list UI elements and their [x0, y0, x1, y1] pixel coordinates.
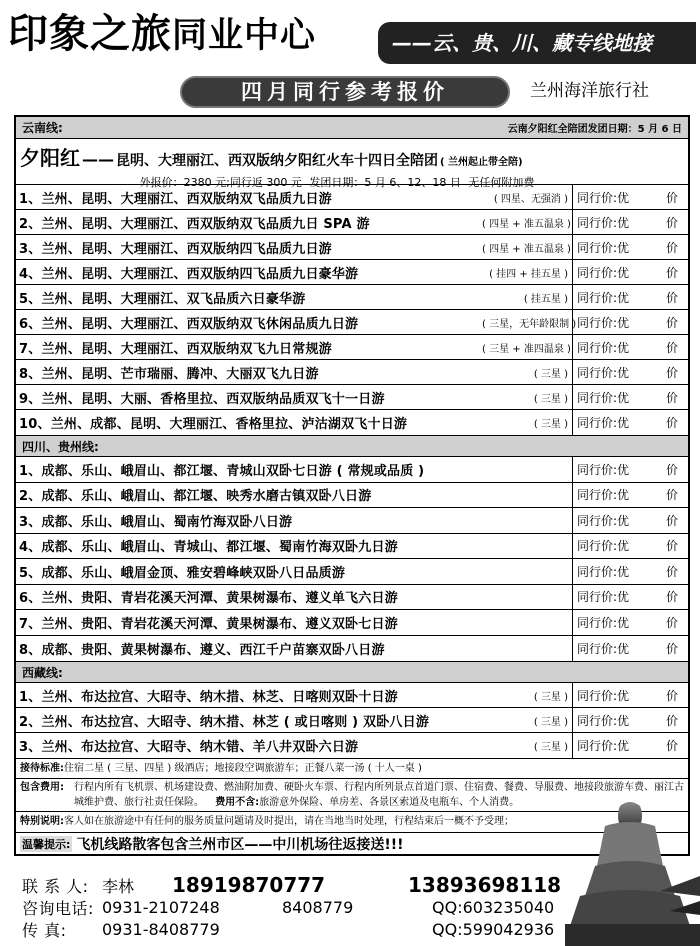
- peer-price-suffix: 价: [665, 739, 678, 753]
- peer-price-label: 同行价:: [577, 564, 618, 579]
- contact-phone-row: [22, 896, 582, 918]
- hotel-grade: ( 四星、无强消 ): [493, 193, 568, 205]
- peer-price-label: 同行价:: [577, 240, 618, 255]
- route-name: 3、兰州、昆明、大理丽江、西双版纳四飞品质九日游: [19, 241, 332, 257]
- peer-price-suffix: 价: [665, 265, 678, 280]
- section-label: 西藏线:: [22, 665, 63, 680]
- route-row: [16, 310, 688, 335]
- brand-title-sub: 同业中心: [172, 16, 317, 56]
- featured-tour: [16, 139, 688, 189]
- route-row: [16, 708, 688, 733]
- hotel-grade: ( 三星 ): [533, 742, 568, 753]
- tip-text: 飞机线路散客包含兰州市区——中川机场往返接送!!!: [76, 836, 404, 853]
- peer-price-value: 优: [617, 416, 630, 430]
- peer-price-label: 同行价:: [577, 688, 618, 703]
- standard-label: 接待标准:: [20, 763, 64, 774]
- brand-title-main: 印象之旅: [8, 11, 172, 57]
- contact-block: [22, 874, 582, 940]
- section-header-sichuan: [16, 435, 688, 457]
- contact-fax-row: [22, 918, 582, 940]
- route-name: 8、成都、贵阳、黄果树瀑布、遵义、西江千户苗寨双卧八日游: [19, 642, 385, 658]
- peer-price-suffix: 价: [665, 290, 678, 305]
- standard-text: 住宿二星 ( 三星、四星 ) 级酒店；地接段空调旅游车；正餐八菜一汤 ( 十人一桌 ): [64, 763, 422, 774]
- route-row: [16, 210, 688, 235]
- peer-price-cell: [572, 310, 688, 334]
- peer-price-cell: [572, 534, 688, 559]
- hotel-grade: ( 挂四 + 挂五星 ): [489, 268, 568, 280]
- section-label: 云南线:: [22, 121, 63, 135]
- route-row: [16, 585, 688, 611]
- tip-label: 温馨提示:: [22, 837, 71, 851]
- peer-price-cell: [572, 585, 688, 610]
- route-name: 2、成都、乐山、峨眉山、都江堰、映秀水磨古镇双卧八日游: [19, 489, 372, 505]
- route-row: [16, 185, 688, 210]
- route-name: 1、成都、乐山、峨眉山、都江堰、青城山双卧七日游 ( 常规或品质 ): [19, 463, 425, 479]
- peer-price-cell: [572, 457, 688, 482]
- peer-price-label: 同行价:: [577, 539, 618, 554]
- featured-tour-name: 夕阳红: [20, 146, 80, 170]
- peer-price-suffix: 价: [665, 513, 678, 528]
- hotel-grade: ( 三星 ): [533, 393, 568, 405]
- route-row: [16, 683, 688, 708]
- peer-price-cell: [572, 708, 688, 732]
- price-table: [14, 115, 690, 856]
- peer-price-value: 优: [617, 190, 630, 205]
- route-name: 4、成都、乐山、峨眉山、青城山、都江堰、蜀南竹海双卧九日游: [19, 540, 398, 556]
- buddha-statue-illustration: [560, 796, 700, 946]
- route-row: [16, 636, 688, 662]
- peer-price-label: 同行价:: [577, 641, 618, 656]
- peer-price-cell: [572, 559, 688, 584]
- peer-price-label: 同行价:: [577, 265, 618, 280]
- fax-number[interactable]: 0931-8408779: [102, 919, 220, 939]
- route-name: 1、兰州、昆明、大理丽江、西双版纳双飞品质九日游: [19, 191, 332, 207]
- peer-price-suffix: 价: [665, 488, 678, 503]
- peer-price-suffix: 价: [665, 215, 678, 230]
- route-name: 2、兰州、布达拉宫、大昭寺、纳木措、林芝 ( 或日喀则 ) 双卧八日游: [19, 714, 430, 730]
- peer-price-cell: [572, 335, 688, 359]
- peer-price-suffix: 价: [665, 641, 678, 656]
- peer-price-value: 优: [617, 290, 630, 305]
- route-name: 8、兰州、昆明、芒市瑞丽、腾冲、大丽双飞九日游: [19, 366, 319, 382]
- peer-price-suffix: 价: [665, 240, 678, 255]
- featured-dates: 发团日期：5 月 6、12、18 日: [309, 176, 461, 189]
- peer-price-value: 优: [617, 615, 630, 630]
- peer-price-cell: [572, 483, 688, 508]
- phone-number-2[interactable]: 8408779: [282, 897, 354, 917]
- route-row: [16, 534, 688, 560]
- route-name: 3、兰州、布达拉宫、大昭寺、纳木错、羊八井双卧六日游: [19, 740, 359, 755]
- service-standard: [16, 758, 688, 778]
- price-list-subtitle: 四月同行参考报价: [180, 76, 510, 108]
- peer-price-suffix: 价: [665, 462, 678, 477]
- peer-price-suffix: 价: [665, 340, 678, 355]
- peer-price-suffix: 价: [665, 564, 678, 579]
- sichuan-route-list: [16, 457, 688, 661]
- route-name: 6、兰州、贵阳、青岩花溪天河潭、黄果树瀑布、遵义单飞六日游: [19, 591, 398, 607]
- peer-price-cell: [572, 636, 688, 662]
- hotel-grade: ( 三星 ): [533, 716, 568, 728]
- route-row: [16, 260, 688, 285]
- mobile-number-1[interactable]: 18919870777: [172, 873, 326, 897]
- hotel-grade: ( 挂五星 ): [523, 293, 568, 305]
- peer-price-cell: [572, 733, 688, 758]
- peer-price-label: 同行价:: [577, 390, 618, 405]
- peer-price-value: 优: [617, 488, 630, 503]
- peer-price-cell: [572, 235, 688, 259]
- phone-number-1[interactable]: 0931-2107248: [102, 897, 220, 917]
- departure-note: 云南夕阳红全陪团发团日期：5 月 6 日: [507, 124, 682, 135]
- featured-dash: ——: [82, 150, 114, 169]
- peer-price-suffix: 价: [665, 365, 678, 380]
- peer-price-cell: [572, 260, 688, 284]
- qq-number-2[interactable]: QQ:599042936: [432, 919, 555, 939]
- peer-price-label: 同行价:: [577, 713, 618, 728]
- route-name: 7、兰州、昆明、大理丽江、西双版纳双飞九日常规游: [19, 341, 332, 357]
- route-name: 1、兰州、布达拉宫、大昭寺、纳木措、林芝、日喀则双卧十日游: [19, 689, 398, 705]
- include-label: 包含费用:: [20, 782, 64, 793]
- peer-price-cell: [572, 683, 688, 707]
- peer-price-value: 优: [617, 688, 630, 703]
- peer-price-label: 同行价:: [577, 416, 618, 430]
- route-row: [16, 483, 688, 509]
- peer-price-cell: [572, 285, 688, 309]
- peer-price-value: 优: [617, 564, 630, 579]
- route-name: 5、成都、乐山、峨眉金顶、雅安碧峰峡双卧八日品质游: [19, 565, 346, 581]
- route-name: 2、兰州、昆明、大理丽江、西双版纳双飞品质九日 SPA 游: [19, 216, 370, 232]
- phone-label: 咨询电话:: [22, 898, 94, 918]
- route-name: 7、兰州、贵阳、青岩花溪天河潭、黄果树瀑布、遵义双卧七日游: [19, 616, 398, 632]
- peer-price-label: 同行价:: [577, 290, 618, 305]
- route-row: [16, 610, 688, 636]
- tibet-route-list: [16, 683, 688, 758]
- peer-price-label: 同行价:: [577, 365, 618, 380]
- peer-price-label: 同行价:: [577, 215, 618, 230]
- peer-price-value: 优: [617, 365, 630, 380]
- hotel-grade: ( 三星 ): [533, 368, 568, 380]
- section-header-tibet: [16, 661, 688, 683]
- peer-price-value: 优: [617, 240, 630, 255]
- peer-price-suffix: 价: [665, 190, 678, 205]
- peer-price-cell: [572, 385, 688, 409]
- contact-person-label: 联 系 人:: [22, 876, 89, 896]
- peer-price-value: 优: [617, 641, 630, 656]
- peer-price-cell: [572, 185, 688, 209]
- peer-price-cell: [572, 508, 688, 533]
- special-text: 客人如在旅游途中有任何的服务质量问题请及时提出，请在当地当时处理，行程结束后一概不予受理；: [64, 816, 514, 827]
- route-name: 5、兰州、昆明、大理丽江、双飞品质六日豪华游: [19, 291, 306, 307]
- peer-price-value: 优: [617, 513, 630, 528]
- peer-price-cell: [572, 210, 688, 234]
- brand-title: [8, 10, 316, 60]
- peer-price-suffix: 价: [665, 713, 678, 728]
- featured-tax: 无任何附加费: [468, 176, 535, 189]
- route-name: 9、兰州、昆明、大丽、香格里拉、西双版纳品质双飞十一日游: [19, 391, 385, 407]
- peer-price-suffix: 价: [665, 416, 678, 430]
- peer-price-label: 同行价:: [577, 462, 618, 477]
- hotel-grade: ( 四星 + 准五温泉 ): [482, 218, 571, 230]
- fax-label: 传 真:: [22, 920, 67, 940]
- featured-tour-route: 昆明、大理丽江、西双版纳夕阳红火车十四日全陪团: [116, 153, 438, 169]
- route-row: [16, 559, 688, 585]
- peer-price-value: 优: [617, 713, 630, 728]
- peer-price-label: 同行价:: [577, 340, 618, 355]
- route-row: [16, 457, 688, 483]
- route-row: [16, 235, 688, 260]
- include-text: 行程内所有飞机票、机场建设费、燃油附加费、硬卧火车票、行程内所列景点首道门票、住宿费、餐费、导服费、地接段旅游车费、丽江古城维护费、旅行社责任保险。: [74, 782, 684, 808]
- peer-price-suffix: 价: [665, 539, 678, 554]
- yunnan-route-list: [16, 185, 688, 435]
- peer-price-cell: [572, 410, 688, 435]
- peer-price-value: 优: [617, 590, 630, 605]
- peer-price-value: 优: [617, 340, 630, 355]
- peer-price-value: 优: [617, 265, 630, 280]
- peer-price-value: 优: [617, 215, 630, 230]
- peer-price-cell: [572, 610, 688, 635]
- hotel-grade: ( 三星 + 准四温泉 ): [482, 343, 571, 355]
- route-row: [16, 385, 688, 410]
- peer-price-label: 同行价:: [577, 488, 618, 503]
- route-row: [16, 733, 688, 758]
- peer-price-value: 优: [617, 539, 630, 554]
- mobile-number-2[interactable]: 13893698118: [408, 873, 562, 897]
- peer-price-value: 优: [617, 739, 630, 753]
- route-row: [16, 360, 688, 385]
- exclude-text: 旅游意外保险、单房差、各景区索道及电瓶车、个人消费。: [259, 797, 520, 808]
- peer-price-label: 同行价:: [577, 739, 618, 753]
- peer-price-label: 同行价:: [577, 190, 618, 205]
- hotel-grade: ( 三星，无年龄限制 ): [482, 318, 577, 330]
- route-name: 4、兰州、昆明、大理丽江、西双版纳四飞品质九日豪华游: [19, 266, 359, 282]
- contact-person-name: 李林: [102, 876, 135, 896]
- peer-price-suffix: 价: [665, 615, 678, 630]
- peer-price-label: 同行价:: [577, 590, 618, 605]
- section-header-yunnan: [16, 117, 688, 139]
- section-label: 四川、贵州线:: [22, 439, 99, 454]
- featured-tour-note: ( 兰州起止带全陪): [440, 157, 523, 168]
- exclude-label: 费用不含:: [215, 797, 260, 808]
- hotel-grade: ( 三星 ): [533, 419, 568, 430]
- route-row: [16, 335, 688, 360]
- qq-number-1[interactable]: QQ:603235040: [432, 897, 555, 917]
- peer-price-suffix: 价: [665, 390, 678, 405]
- peer-price-label: 同行价:: [577, 615, 618, 630]
- peer-price-suffix: 价: [665, 315, 678, 330]
- hotel-grade: ( 四星 + 准五温泉 ): [482, 243, 571, 255]
- route-row: [16, 285, 688, 310]
- featured-price: 外报价：2380 元;同行返 300 元: [139, 176, 302, 189]
- specialty-banner: ——云、贵、川、藏专线地接: [378, 22, 696, 64]
- peer-price-suffix: 价: [665, 688, 678, 703]
- peer-price-value: 优: [617, 462, 630, 477]
- agency-name: 兰州海洋旅行社: [530, 81, 649, 101]
- route-row: [16, 410, 688, 435]
- peer-price-suffix: 价: [665, 590, 678, 605]
- route-name: 10、兰州、成都、昆明、大理丽江、香格里拉、泸沽湖双飞十日游: [19, 417, 408, 432]
- special-label: 特别说明:: [20, 816, 64, 827]
- peer-price-label: 同行价:: [577, 315, 618, 330]
- hotel-grade: ( 三星 ): [533, 691, 568, 703]
- route-name: 3、成都、乐山、峨眉山、蜀南竹海双卧八日游: [19, 514, 293, 530]
- route-row: [16, 508, 688, 534]
- peer-price-value: 优: [617, 390, 630, 405]
- peer-price-value: 优: [617, 315, 630, 330]
- peer-price-label: 同行价:: [577, 513, 618, 528]
- peer-price-cell: [572, 360, 688, 384]
- route-name: 6、兰州、昆明、大理丽江、西双版纳双飞休闲品质九日游: [19, 316, 359, 332]
- contact-person-row: [22, 874, 582, 896]
